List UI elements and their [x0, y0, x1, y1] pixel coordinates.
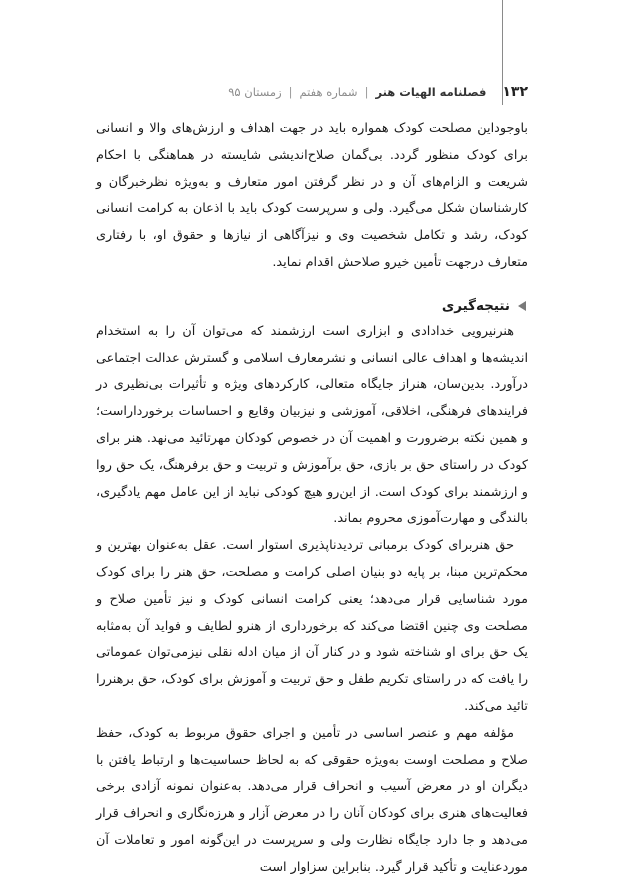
triangle-marker-icon	[518, 301, 526, 311]
header-separator: |	[364, 85, 369, 99]
page-number: ۱۳۲	[502, 84, 528, 100]
section-heading	[96, 293, 528, 319]
page-body	[96, 116, 528, 882]
running-header	[228, 82, 528, 102]
issue-label: شماره هفتم	[299, 85, 358, 99]
journal-title: فصلنامه الهیات هنر	[375, 85, 487, 99]
header-separator: |	[288, 85, 293, 99]
body-paragraph: هنرنیرویی خدادادی و ابزاری است ارزشمند که می‌توان آن را به استخدام اندیشه‌ها و اهداف عالی انسانی و نشرمعارف اسلامی و گسترش عدالت اجتماعی درآورد. بدین‌سان، هنراز جایگاه متعالی، کارکردهای ویژه و تأثیرات بی‌نظیری در فرایندهای فرهنگی، اخلاقی، آموزشی و نیزبیان وقایع و احساسات برخورداراست؛ و همین نکته برضرورت و اهمیت آن در خصوص کودکان مهرتائید می‌نهد. هنر برای کودک در راستای حق بر بازی، حق برآموزش و تربیت و حق برفرهنگ، یک حق روا و ارزشمند برای کودک است. از این‌رو هیچ کودکی نباید از این عامل مهم یادگیری، بالندگی و مهارت‌آموزی محروم بماند.	[96, 323, 528, 527]
body-paragraph: حق هنربرای کودک برمبانی تردیدناپذیری استوار است. عقل به‌عنوان بهترین و محکم‌ترین مبنا، بر پایه دو بنیان اصلی کرامت و مصلحت، حق هنر را برای کودک مورد شناسایی قرار می‌دهد؛ یعنی کرامت انسانی کودک و نیز تأمین صلاح و مصلحت وی چنین اقتضا می‌کند که برخورداری از هنرو لطایف و فواید آن به‌مثابه یک حق برای او شناخته شود و در کنار آن از میان ادله نقلی نیزمی‌توان عموماتی را یافت که در راستای تکریم طفل و حق تربیت و آموزش برای کودک، حق برهنررا تائید می‌کند.	[96, 538, 528, 714]
intro-paragraph: باوجوداین مصلحت کودک همواره باید در جهت اهداف و ارزش‌های والا و انسانی برای کودک منظور گردد. بی‌گمان صلاح‌اندیشی شایسته در هماهنگی با احکام شریعت و الزام‌های آن و در نظر گرفتن امور متعارف و به‌ویژه نظرخبرگان و کارشناسان شکل می‌گیرد. ولی و سرپرست کودک باید با اذعان به کرامت انسانی کودک، رشد و تکامل شخصیت وی و نیزآگاهی از نیازها و حقوق او، با رفتاری متعارف درجهت تأمین خیرو صلاحش اقدام نماید.	[96, 121, 528, 270]
body-paragraph: مؤلفه مهم و عنصر اساسی در تأمین و اجرای حقوق مربوط به کودک، حفظ صلاح و مصلحت اوست به‌ویژه حقوقی که به لحاظ حساسیت‌ها و ارتباط یافتن با دیگران او در معرض آسیب و انحراف قرار می‌دهد. به‌عنوان نمونه آزادی برخی فعالیت‌های هنری برای کودکان آنان را در معرض آزار و هرزه‌نگاری و انحراف قرار می‌دهد و جا دارد جایگاه نظارت ولی و سرپرست در این‌گونه امور و تعاملات آن موردعنایت و تأکید قرار گیرد. بنابراین سزاوار است	[96, 725, 528, 875]
season-label: زمستان ۹۵	[228, 85, 282, 99]
section-heading-text: نتیجه‌گیری	[441, 297, 510, 314]
